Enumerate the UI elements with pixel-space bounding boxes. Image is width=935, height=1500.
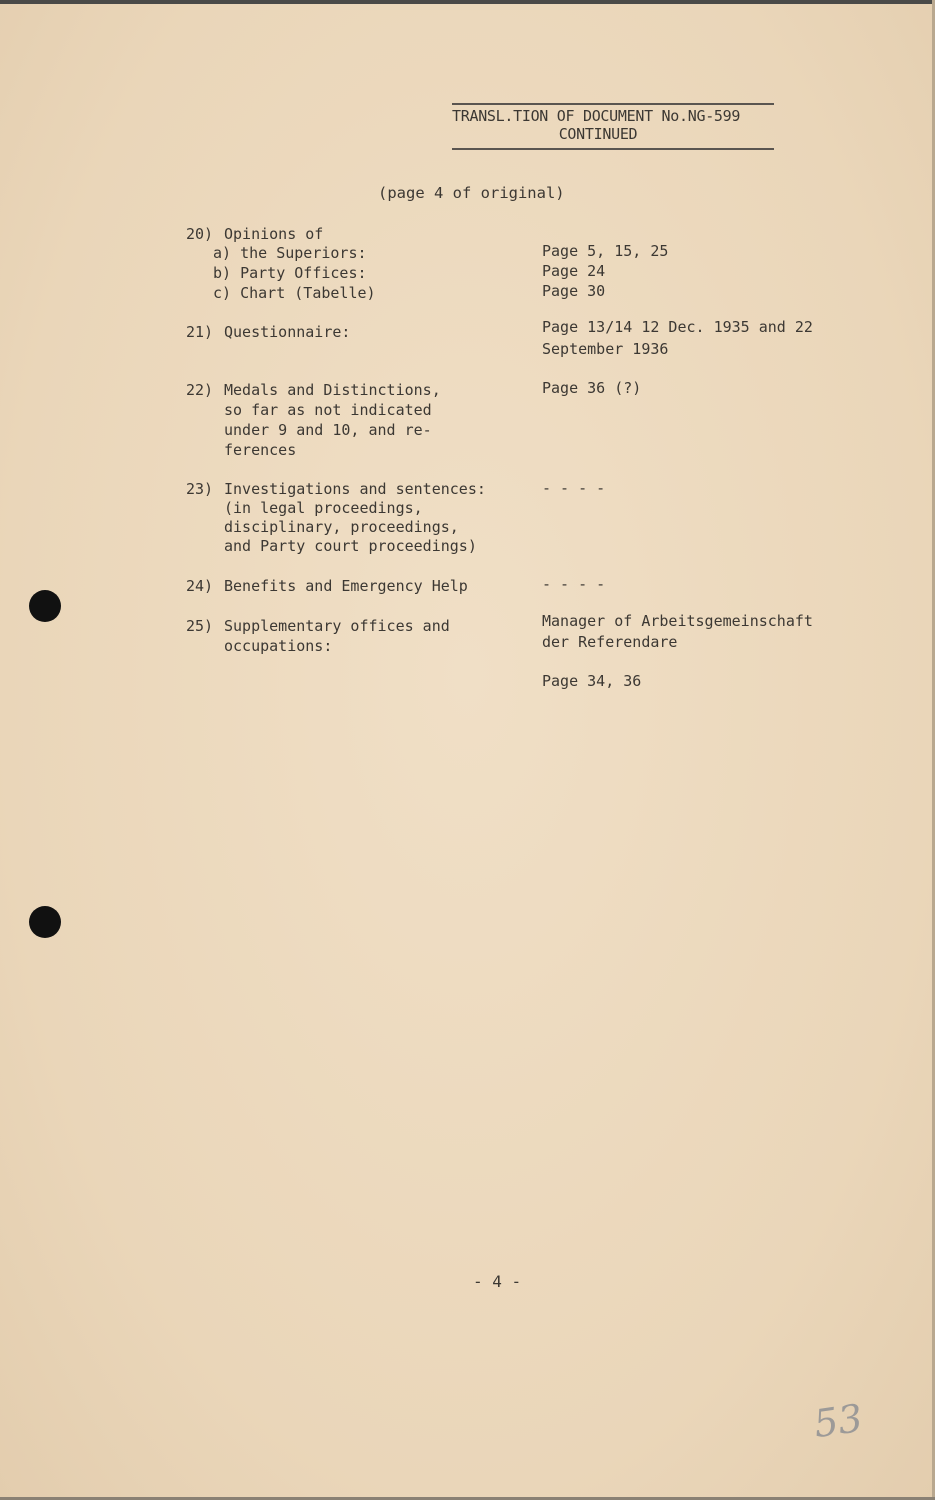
item-number: 24) <box>186 577 214 595</box>
document-header <box>452 103 774 150</box>
header-continued: CONTINUED <box>452 125 774 150</box>
item-number: 20) <box>186 225 214 243</box>
item-number: 22) <box>186 381 214 399</box>
item-reference: Page 24 <box>542 262 606 280</box>
item-reference: - - - - <box>542 575 606 593</box>
item-label: Benefits and Emergency Help <box>224 577 468 595</box>
item-number: 23) <box>186 480 214 498</box>
sub-item-label: c) Chart (Tabelle) <box>213 284 376 302</box>
punch-hole <box>29 906 61 938</box>
page-number: - 4 - <box>473 1272 522 1291</box>
item-reference: der Referendare <box>542 633 678 651</box>
item-reference: Manager of Arbeitsgemeinschaft <box>542 612 813 630</box>
item-reference: Page 34, 36 <box>542 672 642 690</box>
item-label: Supplementary offices and <box>224 617 450 635</box>
item-label: ferences <box>224 441 297 459</box>
original-page-note: (page 4 of original) <box>378 184 565 202</box>
item-reference: September 1936 <box>542 340 669 358</box>
item-label: occupations: <box>224 637 333 655</box>
archive-stamp-number: 53 <box>811 1395 866 1447</box>
sub-item-label: a) the Superiors: <box>213 244 367 262</box>
sub-item-label: b) Party Offices: <box>213 264 367 282</box>
item-number: 25) <box>186 617 214 635</box>
item-reference: Page 13/14 12 Dec. 1935 and 22 <box>542 318 813 336</box>
item-label: Investigations and sentences: <box>224 480 486 498</box>
item-label: Opinions of <box>224 225 324 243</box>
item-label: disciplinary, proceedings, <box>224 518 459 536</box>
item-label: Medals and Distinctions, <box>224 381 441 399</box>
item-label: under 9 and 10, and re- <box>224 421 432 439</box>
item-label: (in legal proceedings, <box>224 499 423 517</box>
item-label: and Party court proceedings) <box>224 537 477 555</box>
item-number: 21) <box>186 323 214 341</box>
item-reference: Page 30 <box>542 282 606 300</box>
item-label: so far as not indicated <box>224 401 432 419</box>
punch-hole <box>29 590 61 622</box>
item-reference: Page 5, 15, 25 <box>542 242 669 260</box>
scan-edge-top <box>0 0 935 4</box>
item-reference: - - - - <box>542 479 606 497</box>
header-title: TRANSL.TION OF DOCUMENT No.NG-599 <box>452 103 774 125</box>
item-label: Questionnaire: <box>224 323 351 341</box>
item-reference: Page 36 (?) <box>542 379 642 397</box>
